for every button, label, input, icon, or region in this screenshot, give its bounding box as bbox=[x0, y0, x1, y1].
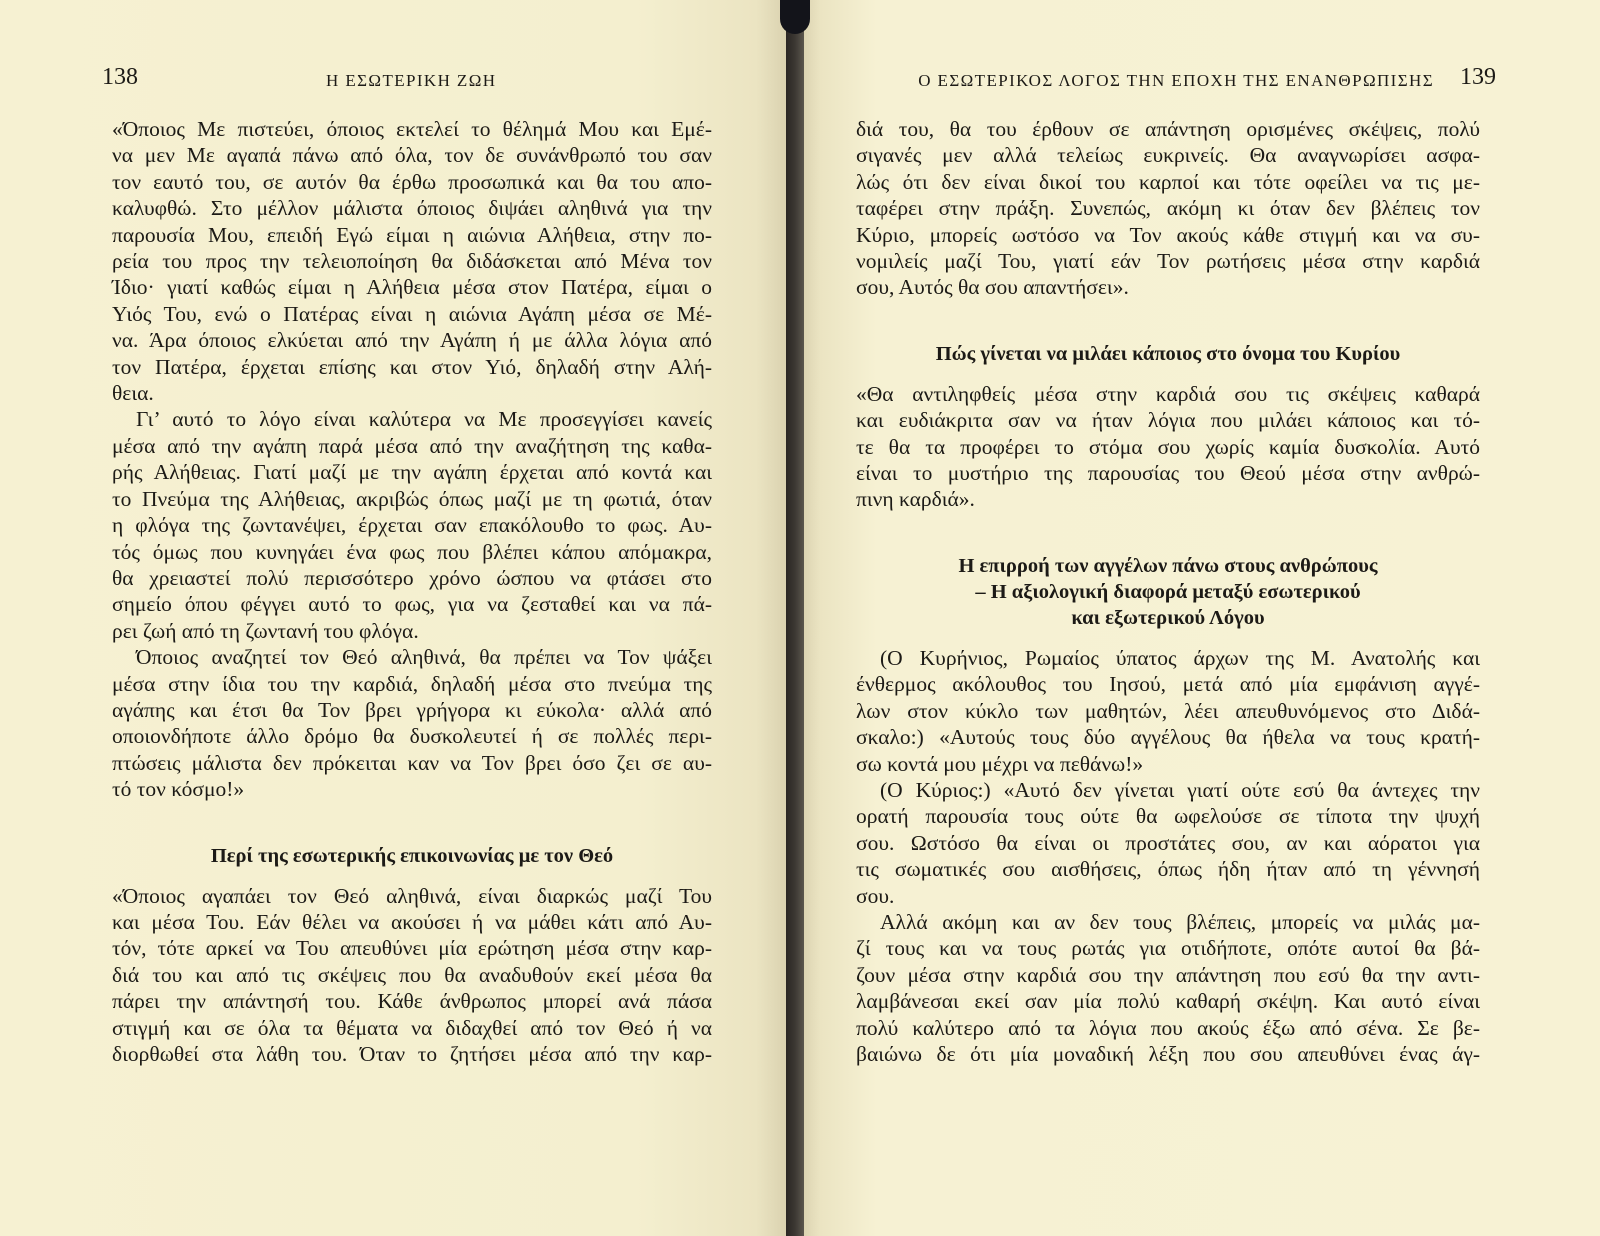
text-line: σου. Ωστόσο θα είναι οι προστάτες σου, αν και αόρατοι για bbox=[856, 830, 1480, 855]
left-paragraph-1-end bbox=[112, 380, 712, 406]
text-line: ζί τους και να τους ρωτάς για οτιδήποτε, οπότε αυτοί θα βά- bbox=[856, 936, 1480, 961]
text-line: (Ο Κυρήνιος, Ρωμαίος ύπατος άρχων της Μ. Ανατολής και bbox=[880, 645, 1480, 670]
text-line: ορατή παρουσία τους ούτε θα ωφελούσε σε τίποτα την ψυχή bbox=[856, 804, 1480, 829]
right-paragraph-3-end bbox=[856, 751, 1480, 777]
text-line: αγάπης και έτσι θα Τον βρει γρήγορα κι εύκολα· αλλά από bbox=[112, 697, 712, 722]
text-line: Υιός Του, ενώ ο Πατέρας είναι η αιώνια Αγάπη μέσα σε Μέ- bbox=[112, 301, 712, 326]
heading-line: Η επιρροή των αγγέλων πάνω στους ανθρώπους bbox=[958, 554, 1378, 577]
text-line: να. Άρα όποιος ελκύεται από την Αγάπη ή με άλλα λόγια από bbox=[112, 328, 712, 353]
heading-line: – Η αξιολογική διαφορά μεταξύ εσωτερικού bbox=[975, 580, 1361, 603]
text-line: να μεν Με αγαπά πάνω από όλα, τον δε συνάνθρωπό του σαν bbox=[112, 143, 712, 168]
right-paragraph-3 bbox=[856, 645, 1480, 751]
text-line: λαμβάνεσαι εκεί σαν μία πολύ καθαρή σκέψη. Και αυτό είναι bbox=[856, 989, 1480, 1014]
text-line: σημείο όπου φέγγει αυτό το φως, για να ζεσταθεί και να πά- bbox=[112, 592, 712, 617]
text-line: «Θα αντιληφθείς μέσα στην καρδιά σου τις σκέψεις καθαρά bbox=[856, 381, 1480, 406]
right-paragraph-4 bbox=[856, 777, 1480, 883]
text-line: σω κοντά μου μέχρι να πεθάνω!» bbox=[856, 751, 1144, 776]
left-body-text bbox=[112, 116, 712, 1067]
right-section-heading-1: Πώς γίνεται να μιλάει κάποιος στο όνομα του Κυρίου bbox=[935, 342, 1401, 365]
text-line: τό τον κόσμο!» bbox=[112, 777, 245, 802]
text-line: καλυφθώ. Στο μέλλον μάλιστα όποιος διψάει αληθινά για την bbox=[112, 196, 712, 221]
text-line: το Πνεύμα της Αλήθειας, ακριβώς όπως μαζί με τη φωτιά, όταν bbox=[112, 486, 712, 511]
text-line: πινη καρδιά». bbox=[856, 487, 975, 512]
left-page-number: 138 bbox=[102, 64, 138, 90]
right-section-heading-2 bbox=[856, 553, 1480, 631]
text-line: διορθωθεί στα λάθη του. Όταν το ζητήσει μέσα από την καρ- bbox=[112, 1042, 712, 1066]
left-page-content bbox=[102, 64, 712, 1067]
text-line: Γι’ αυτό το λόγο είναι καλύτερα να Με προσεγγίσει κανείς bbox=[136, 407, 712, 432]
text-line: (Ο Κύριος:) «Αυτό δεν γίνεται γιατί ούτε εσύ θα άντεχες την bbox=[880, 777, 1480, 802]
text-line: ζουν μέσα στην καρδιά σου την απάντηση που εσύ θα την αντι- bbox=[856, 962, 1480, 987]
text-line: και μέσα Του. Εάν θέλει να ακούσει ή να μάθει κάτι από Αυ- bbox=[112, 909, 712, 934]
right-page bbox=[796, 0, 1600, 1236]
text-line: πτώσεις μάλιστα δεν πρόκειται καν να Τον βρει όσο ζει σε αυ- bbox=[112, 750, 712, 775]
right-paragraph-2 bbox=[856, 381, 1480, 487]
text-line: ένθερμος ακόλουθος του Ιησού, μετά από μία εμφάνιση αγγέ- bbox=[856, 672, 1480, 697]
text-line: λων στον κύκλο των μαθητών, λέει απευθυνόμενος στο Διδά- bbox=[856, 698, 1480, 723]
book-gutter bbox=[786, 0, 804, 1236]
left-book-title: Η ΕΣΩΤΕΡΙΚΗ ΖΩΗ bbox=[326, 71, 497, 90]
text-line: σκαλο:) «Αυτούς τους δύο αγγέλους θα ήθελα να τους κρατή- bbox=[856, 725, 1480, 750]
text-line: ρής Αλήθειας. Γιατί μαζί με την αγάπη έρχεται από κοντά και bbox=[112, 460, 712, 485]
text-line: ρει ζωή από τη ζωντανή του φλόγα. bbox=[112, 618, 419, 643]
text-line: τόν, τότε αρκεί να Του απευθύνει μία ερώτηση μέσα στην καρ- bbox=[112, 936, 712, 961]
text-line: σιγανές μεν αλλά τελείως ευκρινείς. Θα αναγνωρίσει ασφα- bbox=[856, 143, 1480, 168]
left-paragraph-1 bbox=[112, 116, 712, 380]
text-line: οποιονδήποτε άλλο δρόμο θα δυσκολευτεί ή σε πολλές περι- bbox=[112, 724, 712, 749]
left-paragraph-4 bbox=[112, 883, 712, 1068]
left-paragraph-3-end bbox=[112, 776, 712, 802]
right-paragraph-1-end bbox=[856, 274, 1480, 300]
text-line: μέσα στην ίδια του την καρδιά, δηλαδή μέσα στο πνεύμα της bbox=[112, 671, 712, 696]
text-line: «Όποιος αγαπάει τον Θεό αληθινά, είναι διαρκώς μαζί Του bbox=[112, 883, 712, 908]
text-line: διά του, θα του έρθουν σε απάντηση ορισμένες σκέψεις, πολύ bbox=[856, 117, 1480, 141]
left-section-heading: Περί της εσωτερικής επικοινωνίας με τον Θεό bbox=[210, 844, 614, 867]
text-line: είναι το μυστήριο της παρουσίας του Θεού μέσα στην ανθρώ- bbox=[856, 461, 1480, 486]
text-line: μέσα από την αγάπη παρά μέσα από την αναζήτηση της καθα- bbox=[112, 433, 712, 458]
text-line: Αλλά ακόμη και αν δεν τους βλέπεις, μπορείς να μιλάς μα- bbox=[880, 909, 1480, 934]
left-page bbox=[0, 0, 796, 1236]
text-line: πολύ καλύτερο από τα λόγια που ακούς έξω από σένα. Σε βε- bbox=[856, 1015, 1480, 1040]
right-paragraph-5 bbox=[856, 909, 1480, 1067]
text-line: ταφέρει στην πράξη. Συνεπώς, ακόμη κι όταν δεν βλέπεις τον bbox=[856, 196, 1480, 221]
text-line: ρεία του προς την τελειοποίηση θα διδάσκεται από Μένα τον bbox=[112, 249, 712, 274]
text-line: τός όμως που κυνηγάει ένα φως που βλέπει κάπου απόμακρα, bbox=[112, 539, 712, 564]
right-paragraph-2-end bbox=[856, 486, 1480, 512]
text-line: τις σωματικές σου αισθήσεις, όπως ήδη ήταν από τη γέννησή bbox=[856, 857, 1480, 882]
text-line: σου, Αυτός θα σου απαντήσει». bbox=[856, 275, 1129, 300]
right-paragraph-1 bbox=[856, 116, 1480, 274]
text-line: θεια. bbox=[112, 381, 154, 406]
text-line: Όποιος αναζητεί τον Θεό αληθινά, θα πρέπει να Τον ψάξει bbox=[136, 645, 712, 670]
text-line: στιγμή και σε όλα τα θέματα να διδαχθεί από τον Θεό ή να bbox=[112, 1015, 712, 1040]
right-page-number: 139 bbox=[1460, 64, 1496, 90]
left-paragraph-2-end bbox=[112, 618, 712, 644]
text-line: τον Πατέρα, έρχεται επίσης και στον Υιό, δηλαδή στην Αλή- bbox=[112, 354, 712, 379]
right-body-text bbox=[856, 116, 1480, 1067]
text-line: και ευδιάκριτα σαν να ήταν λόγια που μιλάει κάποιος και τό- bbox=[856, 408, 1480, 433]
left-paragraph-2 bbox=[112, 406, 712, 617]
text-line: λώς ότι δεν είναι δικοί του καρποί και τότε οφείλει να τις με- bbox=[856, 169, 1480, 194]
right-page-content bbox=[856, 64, 1496, 1067]
right-chapter-title: Ο ΕΣΩΤΕΡΙΚΟΣ ΛΟΓΟΣ ΤΗΝ ΕΠΟΧΗ ΤΗΣ ΕΝΑΝΘΡΩΠΙΣΗΣ bbox=[918, 71, 1434, 90]
text-line: Κύριο, μπορείς ωστόσο να Τον ακούς κάθε στιγμή και να συ- bbox=[856, 222, 1480, 247]
heading-line: και εξωτερικού Λόγου bbox=[1071, 606, 1265, 629]
text-line: «Όποιος Με πιστεύει, όποιος εκτελεί το θέλημά Μου και Εμέ- bbox=[112, 117, 712, 141]
text-line: σου. bbox=[856, 883, 895, 908]
text-line: πάρει την απάντησή του. Κάθε άνθρωπος μπορεί ανά πάσα bbox=[112, 989, 712, 1014]
text-line: βαιώνω δε ότι μία μοναδική λέξη που σου απευθύνει ένας άγ- bbox=[856, 1041, 1480, 1066]
right-running-head bbox=[856, 64, 1496, 108]
text-line: θα χρειαστεί πολύ περισσότερο χρόνο ώσπου να φτάσει στο bbox=[112, 565, 712, 590]
text-line: παρουσία Μου, επειδή Εγώ είμαι η αιώνια Αλήθεια, στην πο- bbox=[112, 222, 712, 247]
text-line: νομιλείς μαζί Του, γιατί εάν Τον ρωτήσεις μέσα στην καρδιά bbox=[856, 249, 1480, 274]
right-paragraph-4-end bbox=[856, 883, 1480, 909]
text-line: Ίδιο· γιατί καθώς είμαι η Αλήθεια μέσα στον Πατέρα, είμαι ο bbox=[112, 275, 712, 300]
text-line: διά του και από τις σκέψεις που θα αναδυθούν εκεί μέσα θα bbox=[112, 962, 712, 987]
text-line: τον εαυτό του, σε αυτόν θα έρθω προσωπικά και θα του απο- bbox=[112, 169, 712, 194]
left-paragraph-3 bbox=[112, 644, 712, 776]
text-line: η φλόγα της ζωντανέψει, έρχεται σαν επακόλουθο το φως. Αυ- bbox=[112, 513, 712, 538]
left-running-head bbox=[102, 64, 712, 108]
text-line: τε θα τα προφέρει το στόμα σου χωρίς καμία δυσκολία. Αυτό bbox=[856, 434, 1480, 459]
